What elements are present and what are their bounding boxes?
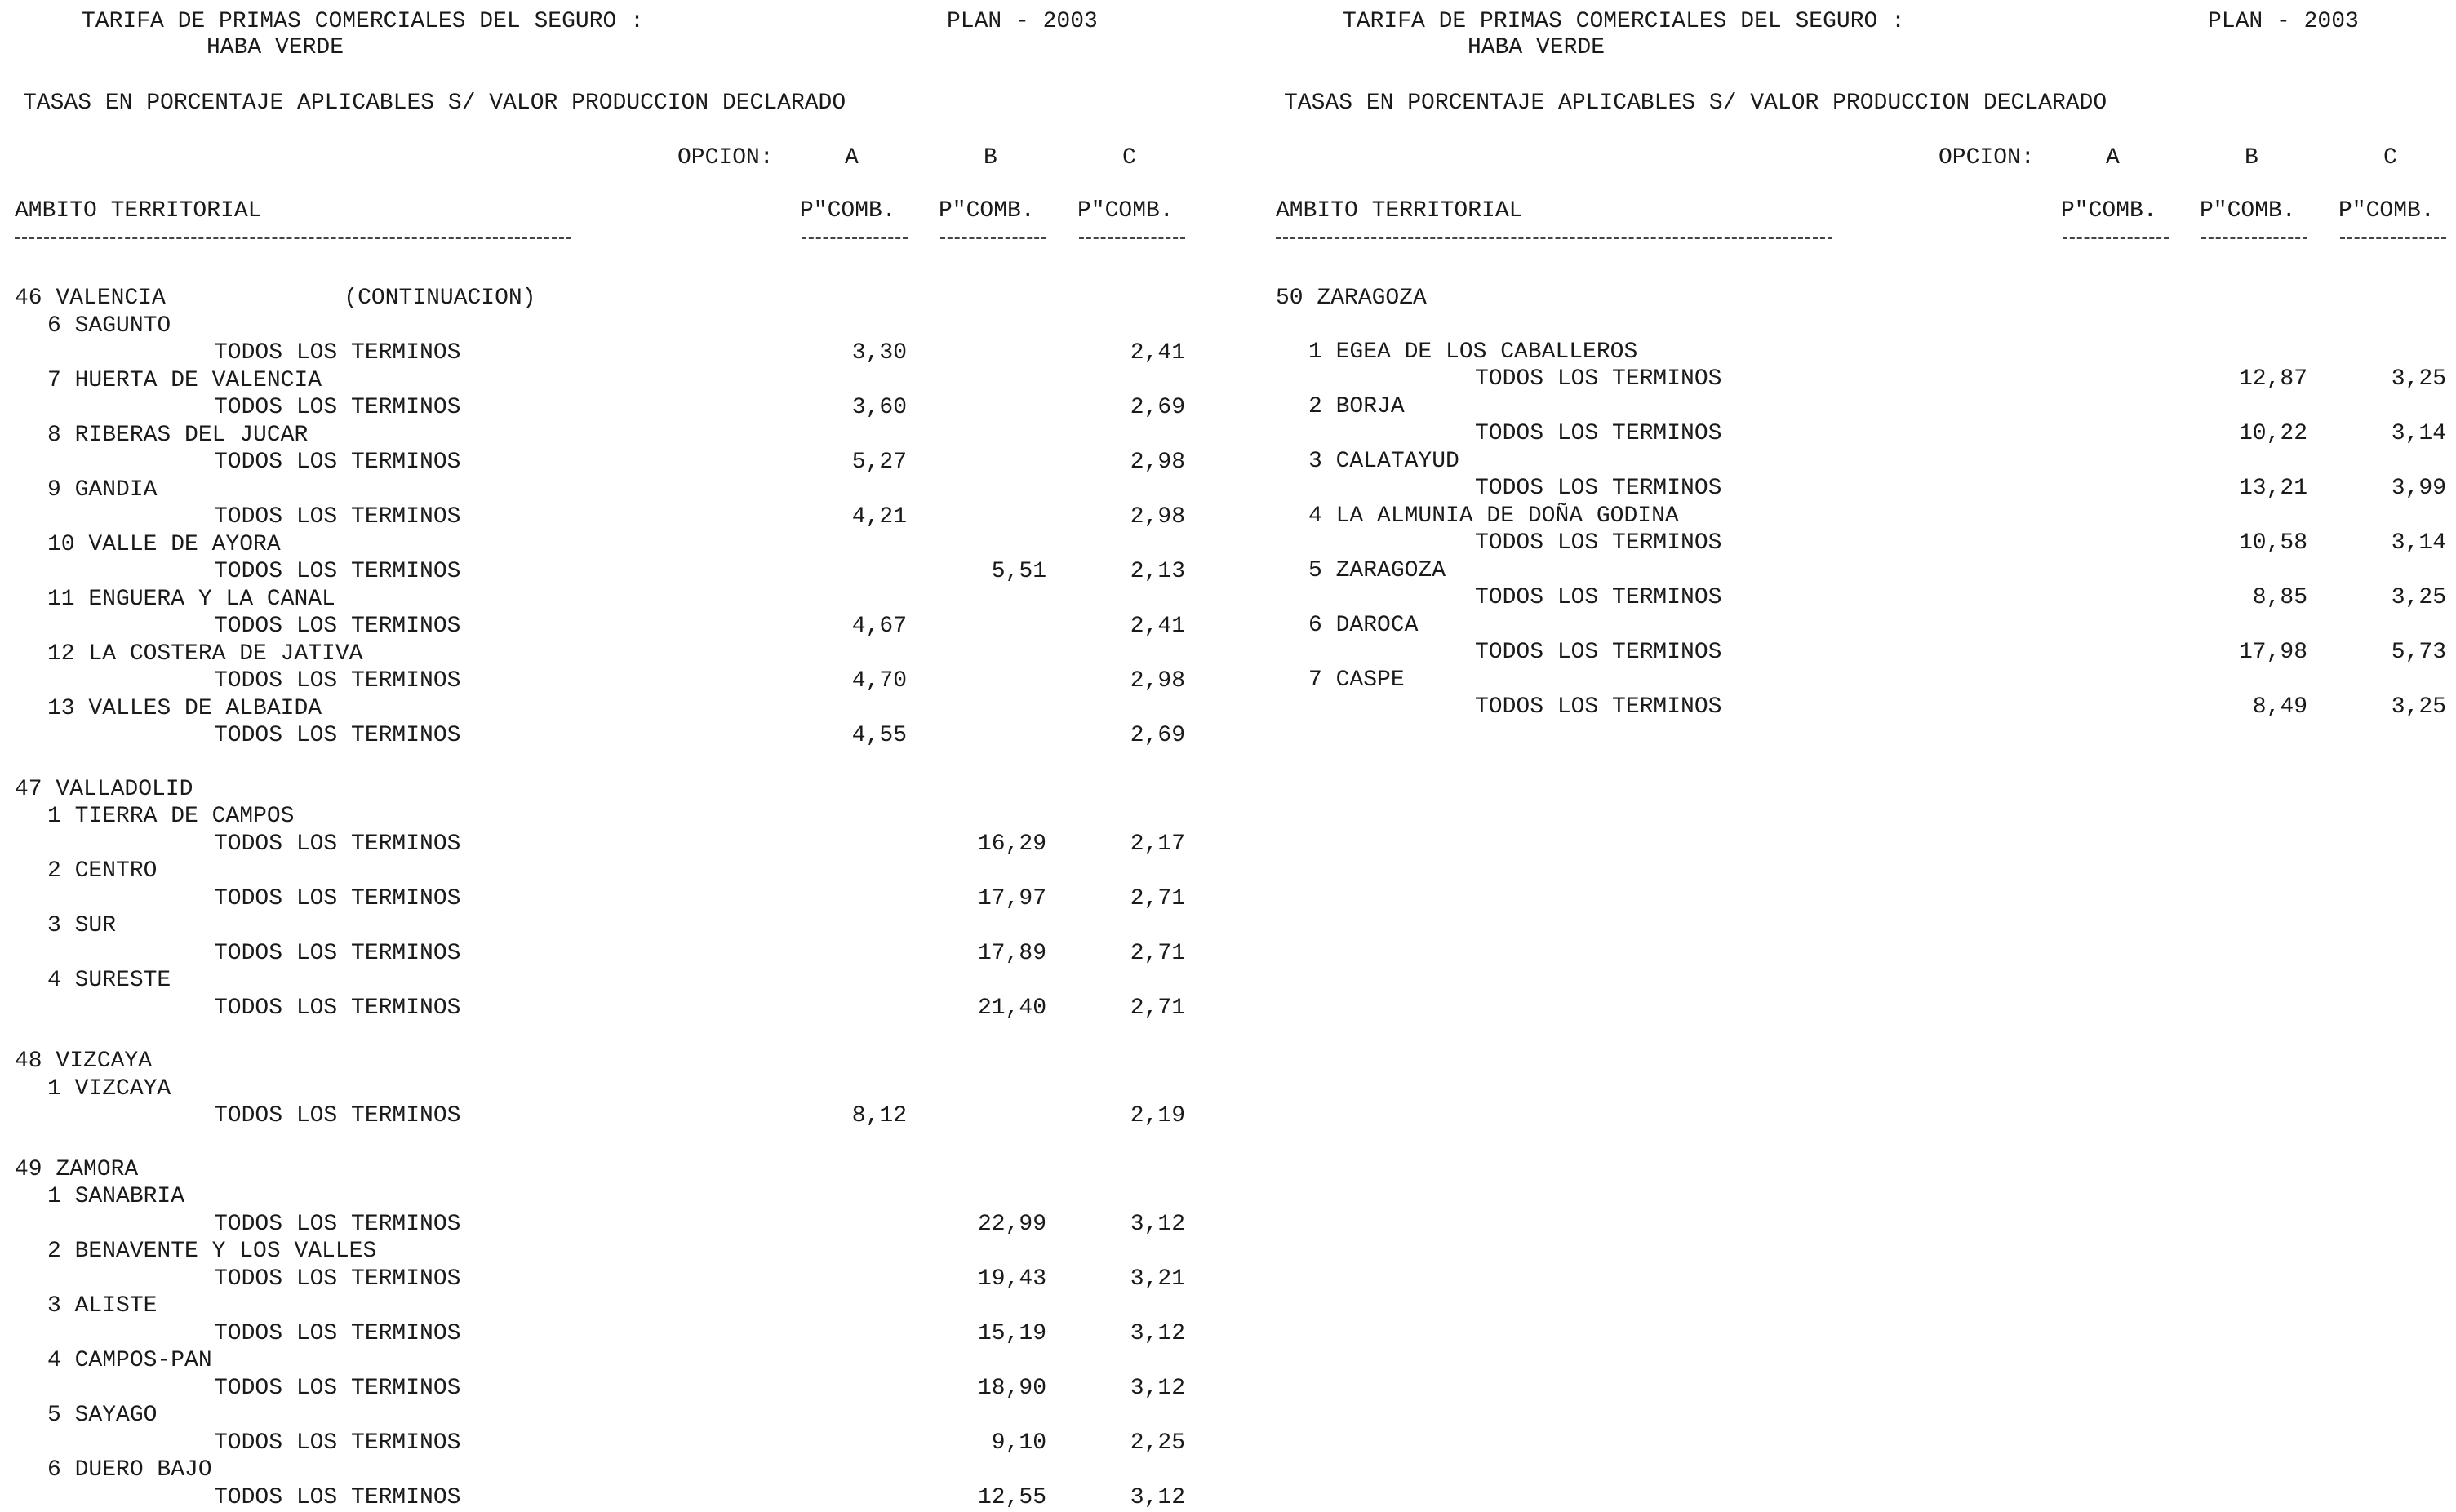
rate-c-value: 2,13 bbox=[1130, 559, 1185, 584]
rate-c-value: 2,41 bbox=[1130, 614, 1185, 639]
termino-label: TODOS LOS TERMINOS bbox=[214, 1376, 461, 1401]
table-row bbox=[0, 1375, 1224, 1403]
page-title: TARIFA DE PRIMAS COMERCIALES DEL SEGURO : bbox=[82, 9, 644, 34]
rate-b-value: 17,97 bbox=[977, 886, 1046, 911]
table-row bbox=[1261, 694, 2456, 721]
header-divider bbox=[1079, 237, 1185, 239]
comarca-label: 2 CENTRO bbox=[47, 858, 158, 884]
rate-c-value: 2,69 bbox=[1130, 395, 1185, 420]
rate-c-value: 3,12 bbox=[1130, 1376, 1185, 1401]
province-label: 49 ZAMORA bbox=[15, 1157, 139, 1182]
termino-label: TODOS LOS TERMINOS bbox=[214, 340, 461, 366]
rate-c-value: 3,25 bbox=[2391, 694, 2446, 720]
province-label: 48 VIZCAYA bbox=[15, 1049, 153, 1074]
rate-c-value: 2,98 bbox=[1130, 450, 1185, 475]
comarca-row bbox=[1261, 339, 2456, 366]
header-divider bbox=[2201, 237, 2307, 239]
comarca-label: 11 ENGUERA Y LA CANAL bbox=[47, 587, 335, 612]
comarca-row bbox=[1261, 557, 2456, 585]
table-row bbox=[0, 1430, 1224, 1457]
header-divider bbox=[2063, 237, 2169, 239]
table-row bbox=[0, 449, 1224, 477]
termino-label: TODOS LOS TERMINOS bbox=[214, 1430, 461, 1456]
pcomb-b-header: P"COMB. bbox=[939, 198, 1035, 224]
comarca-label: 3 SUR bbox=[47, 913, 117, 938]
termino-label: TODOS LOS TERMINOS bbox=[214, 886, 461, 911]
comarca-row bbox=[0, 313, 1224, 340]
rate-b-value: 19,43 bbox=[977, 1266, 1046, 1292]
option-b-header: B bbox=[984, 145, 997, 171]
option-c-header: C bbox=[1122, 145, 1136, 171]
table-row bbox=[1261, 584, 2456, 612]
comarca-row bbox=[0, 912, 1224, 940]
rate-c-value: 3,25 bbox=[2391, 585, 2446, 610]
comarca-label: 9 GANDIA bbox=[47, 477, 158, 503]
comarca-row bbox=[1261, 612, 2456, 640]
rate-a-value: 8,12 bbox=[851, 1103, 907, 1128]
rate-a-value: 3,30 bbox=[851, 340, 907, 366]
comarca-label: 7 CASPE bbox=[1308, 667, 1405, 693]
comarca-label: 4 CAMPOS-PAN bbox=[47, 1348, 212, 1373]
comarca-row bbox=[0, 422, 1224, 450]
termino-label: TODOS LOS TERMINOS bbox=[214, 395, 461, 420]
termino-label: TODOS LOS TERMINOS bbox=[1475, 585, 1722, 610]
termino-label: TODOS LOS TERMINOS bbox=[214, 1212, 461, 1237]
comarca-label: 1 EGEA DE LOS CABALLEROS bbox=[1308, 339, 1638, 365]
table-row bbox=[0, 339, 1224, 367]
comarca-row bbox=[0, 858, 1224, 885]
table-row bbox=[0, 940, 1224, 968]
rate-c-value: 5,73 bbox=[2391, 640, 2446, 665]
comarca-row bbox=[0, 641, 1224, 668]
table-row bbox=[0, 613, 1224, 641]
comarca-label: 1 SANABRIA bbox=[47, 1184, 185, 1209]
rates-note: TASAS EN PORCENTAJE APLICABLES S/ VALOR PRODUCCION DECLARADO bbox=[1284, 91, 2107, 116]
plan-year: PLAN - 2003 bbox=[2208, 9, 2359, 34]
rate-c-value: 3,99 bbox=[2391, 476, 2446, 501]
option-label: OPCION: bbox=[1939, 145, 2035, 171]
termino-label: TODOS LOS TERMINOS bbox=[1475, 640, 1722, 665]
province-label: 50 ZARAGOZA bbox=[1276, 286, 1427, 311]
comarca-row bbox=[1261, 503, 2456, 530]
comarca-label: 2 BORJA bbox=[1308, 394, 1405, 419]
table-row bbox=[0, 558, 1224, 586]
comarca-row bbox=[0, 1457, 1224, 1484]
termino-label: TODOS LOS TERMINOS bbox=[214, 504, 461, 530]
comarca-label: 3 CALATAYUD bbox=[1308, 449, 1459, 474]
comarca-row bbox=[0, 1347, 1224, 1375]
termino-label: TODOS LOS TERMINOS bbox=[214, 1321, 461, 1346]
termino-label: TODOS LOS TERMINOS bbox=[1475, 694, 1722, 720]
header-divider bbox=[2340, 237, 2446, 239]
rate-c-value: 2,17 bbox=[1130, 831, 1185, 857]
rate-c-value: 3,12 bbox=[1130, 1485, 1185, 1510]
termino-label: TODOS LOS TERMINOS bbox=[214, 723, 461, 748]
termino-label: TODOS LOS TERMINOS bbox=[1475, 421, 1722, 446]
rate-c-value: 2,71 bbox=[1130, 941, 1185, 966]
comarca-label: 6 DUERO BAJO bbox=[47, 1457, 212, 1483]
rate-b-value: 12,55 bbox=[977, 1485, 1046, 1510]
comarca-label: 4 SURESTE bbox=[47, 968, 171, 993]
rate-b-value: 10,22 bbox=[2238, 421, 2307, 446]
option-b-header: B bbox=[2245, 145, 2258, 171]
rate-b-value: 9,10 bbox=[991, 1430, 1046, 1456]
comarca-label: 5 ZARAGOZA bbox=[1308, 558, 1446, 583]
table-row bbox=[0, 722, 1224, 750]
table-row bbox=[0, 503, 1224, 531]
table-row bbox=[1261, 475, 2456, 503]
crop-name: HABA VERDE bbox=[1468, 35, 1606, 60]
rate-b-value: 18,90 bbox=[977, 1376, 1046, 1401]
rate-b-value: 12,87 bbox=[2238, 366, 2307, 392]
termino-label: TODOS LOS TERMINOS bbox=[214, 450, 461, 475]
tariff-page-left bbox=[0, 0, 1224, 1510]
rate-c-value: 2,41 bbox=[1130, 340, 1185, 366]
comarca-label: 2 BENAVENTE Y LOS VALLES bbox=[47, 1239, 377, 1264]
rate-a-value: 4,67 bbox=[851, 614, 907, 639]
rate-c-value: 2,98 bbox=[1130, 504, 1185, 530]
rate-b-value: 17,89 bbox=[977, 941, 1046, 966]
comarca-label: 7 HUERTA DE VALENCIA bbox=[47, 368, 322, 393]
table-row bbox=[0, 1320, 1224, 1348]
rate-b-value: 17,98 bbox=[2238, 640, 2307, 665]
rate-b-value: 21,40 bbox=[977, 995, 1046, 1021]
option-a-header: A bbox=[2106, 145, 2120, 171]
rate-a-value: 3,60 bbox=[851, 395, 907, 420]
rate-b-value: 8,49 bbox=[2252, 694, 2307, 720]
rate-c-value: 2,25 bbox=[1130, 1430, 1185, 1456]
rate-a-value: 4,70 bbox=[851, 668, 907, 694]
comarca-row bbox=[0, 695, 1224, 723]
pcomb-a-header: P"COMB. bbox=[800, 198, 896, 224]
comarca-label: 1 VIZCAYA bbox=[47, 1076, 171, 1102]
ambito-header: AMBITO TERRITORIAL bbox=[15, 198, 262, 224]
rate-c-value: 2,98 bbox=[1130, 668, 1185, 694]
province-row bbox=[0, 285, 1224, 313]
province-row bbox=[1261, 285, 2456, 313]
comarca-row bbox=[0, 1402, 1224, 1430]
tariff-page-right bbox=[1261, 0, 2456, 1506]
rate-b-value: 5,51 bbox=[991, 559, 1046, 584]
table-row bbox=[0, 667, 1224, 695]
table-row bbox=[0, 1211, 1224, 1239]
province-row bbox=[0, 1048, 1224, 1075]
termino-label: TODOS LOS TERMINOS bbox=[214, 995, 461, 1021]
comarca-label: 1 TIERRA DE CAMPOS bbox=[47, 804, 295, 829]
termino-label: TODOS LOS TERMINOS bbox=[214, 1485, 461, 1510]
comarca-row bbox=[0, 1238, 1224, 1266]
table-row bbox=[1261, 530, 2456, 557]
page-title: TARIFA DE PRIMAS COMERCIALES DEL SEGURO : bbox=[1343, 9, 1905, 34]
rate-c-value: 3,14 bbox=[2391, 421, 2446, 446]
comarca-label: 3 ALISTE bbox=[47, 1293, 158, 1319]
table-row bbox=[1261, 420, 2456, 448]
comarca-label: 6 SAGUNTO bbox=[47, 313, 171, 339]
table-row bbox=[0, 1266, 1224, 1293]
rate-b-value: 13,21 bbox=[2238, 476, 2307, 501]
comarca-label: 8 RIBERAS DEL JUCAR bbox=[47, 423, 309, 448]
table-row bbox=[1261, 639, 2456, 667]
table-row bbox=[0, 1102, 1224, 1130]
province-row bbox=[0, 776, 1224, 804]
rate-c-value: 3,12 bbox=[1130, 1212, 1185, 1237]
comarca-label: 6 DAROCA bbox=[1308, 613, 1419, 638]
comarca-row bbox=[0, 1293, 1224, 1320]
province-label: 47 VALLADOLID bbox=[15, 777, 193, 802]
table-row bbox=[0, 995, 1224, 1022]
comarca-label: 4 LA ALMUNIA DE DOÑA GODINA bbox=[1308, 503, 1679, 529]
rate-c-value: 3,14 bbox=[2391, 530, 2446, 556]
table-row bbox=[1261, 366, 2456, 393]
rate-c-value: 2,71 bbox=[1130, 886, 1185, 911]
crop-name: HABA VERDE bbox=[207, 35, 344, 60]
rate-b-value: 10,58 bbox=[2238, 530, 2307, 556]
termino-label: TODOS LOS TERMINOS bbox=[214, 559, 461, 584]
pcomb-c-header: P"COMB. bbox=[2338, 198, 2435, 224]
termino-label: TODOS LOS TERMINOS bbox=[1475, 530, 1722, 556]
option-a-header: A bbox=[845, 145, 859, 171]
comarca-label: 13 VALLES DE ALBAIDA bbox=[47, 696, 322, 721]
comarca-row bbox=[0, 367, 1224, 395]
rate-a-value: 5,27 bbox=[851, 450, 907, 475]
comarca-row bbox=[0, 531, 1224, 559]
termino-label: TODOS LOS TERMINOS bbox=[214, 831, 461, 857]
comarca-row bbox=[0, 1183, 1224, 1211]
termino-label: TODOS LOS TERMINOS bbox=[214, 941, 461, 966]
termino-label: TODOS LOS TERMINOS bbox=[1475, 476, 1722, 501]
comarca-row bbox=[1261, 667, 2456, 694]
rate-c-value: 3,21 bbox=[1130, 1266, 1185, 1292]
header-divider bbox=[1276, 237, 1832, 239]
termino-label: TODOS LOS TERMINOS bbox=[1475, 366, 1722, 392]
comarca-row bbox=[0, 477, 1224, 504]
rates-note: TASAS EN PORCENTAJE APLICABLES S/ VALOR PRODUCCION DECLARADO bbox=[23, 91, 846, 116]
comarca-row bbox=[0, 586, 1224, 614]
header-divider bbox=[802, 237, 908, 239]
rate-c-value: 3,25 bbox=[2391, 366, 2446, 392]
option-c-header: C bbox=[2383, 145, 2397, 171]
rate-c-value: 2,71 bbox=[1130, 995, 1185, 1021]
comarca-row bbox=[1261, 393, 2456, 421]
table-row bbox=[0, 1484, 1224, 1512]
province-label: 46 VALENCIA (CONTINUACION) bbox=[15, 286, 536, 311]
termino-label: TODOS LOS TERMINOS bbox=[214, 668, 461, 694]
plan-year: PLAN - 2003 bbox=[947, 9, 1098, 34]
table-row bbox=[0, 394, 1224, 422]
comarca-label: 12 LA COSTERA DE JATIVA bbox=[47, 641, 363, 667]
header-divider bbox=[940, 237, 1046, 239]
table-row bbox=[0, 885, 1224, 913]
termino-label: TODOS LOS TERMINOS bbox=[214, 1266, 461, 1292]
comarca-row bbox=[0, 803, 1224, 831]
rate-b-value: 22,99 bbox=[977, 1212, 1046, 1237]
pcomb-b-header: P"COMB. bbox=[2200, 198, 2296, 224]
comarca-label: 5 SAYAGO bbox=[47, 1403, 158, 1428]
termino-label: TODOS LOS TERMINOS bbox=[214, 1103, 461, 1128]
rate-b-value: 16,29 bbox=[977, 831, 1046, 857]
ambito-header: AMBITO TERRITORIAL bbox=[1276, 198, 1523, 224]
rate-c-value: 3,12 bbox=[1130, 1321, 1185, 1346]
rate-c-value: 2,19 bbox=[1130, 1103, 1185, 1128]
pcomb-c-header: P"COMB. bbox=[1077, 198, 1174, 224]
comarca-row bbox=[1261, 448, 2456, 476]
table-row bbox=[0, 831, 1224, 858]
province-row bbox=[0, 1156, 1224, 1184]
comarca-label: 10 VALLE DE AYORA bbox=[47, 532, 281, 557]
rate-a-value: 4,21 bbox=[851, 504, 907, 530]
rate-c-value: 2,69 bbox=[1130, 723, 1185, 748]
termino-label: TODOS LOS TERMINOS bbox=[214, 614, 461, 639]
rate-a-value: 4,55 bbox=[851, 723, 907, 748]
rate-b-value: 8,85 bbox=[2252, 585, 2307, 610]
comarca-row bbox=[0, 967, 1224, 995]
rate-b-value: 15,19 bbox=[977, 1321, 1046, 1346]
pcomb-a-header: P"COMB. bbox=[2061, 198, 2157, 224]
comarca-row bbox=[0, 1075, 1224, 1103]
option-label: OPCION: bbox=[677, 145, 774, 171]
header-divider bbox=[15, 237, 571, 239]
